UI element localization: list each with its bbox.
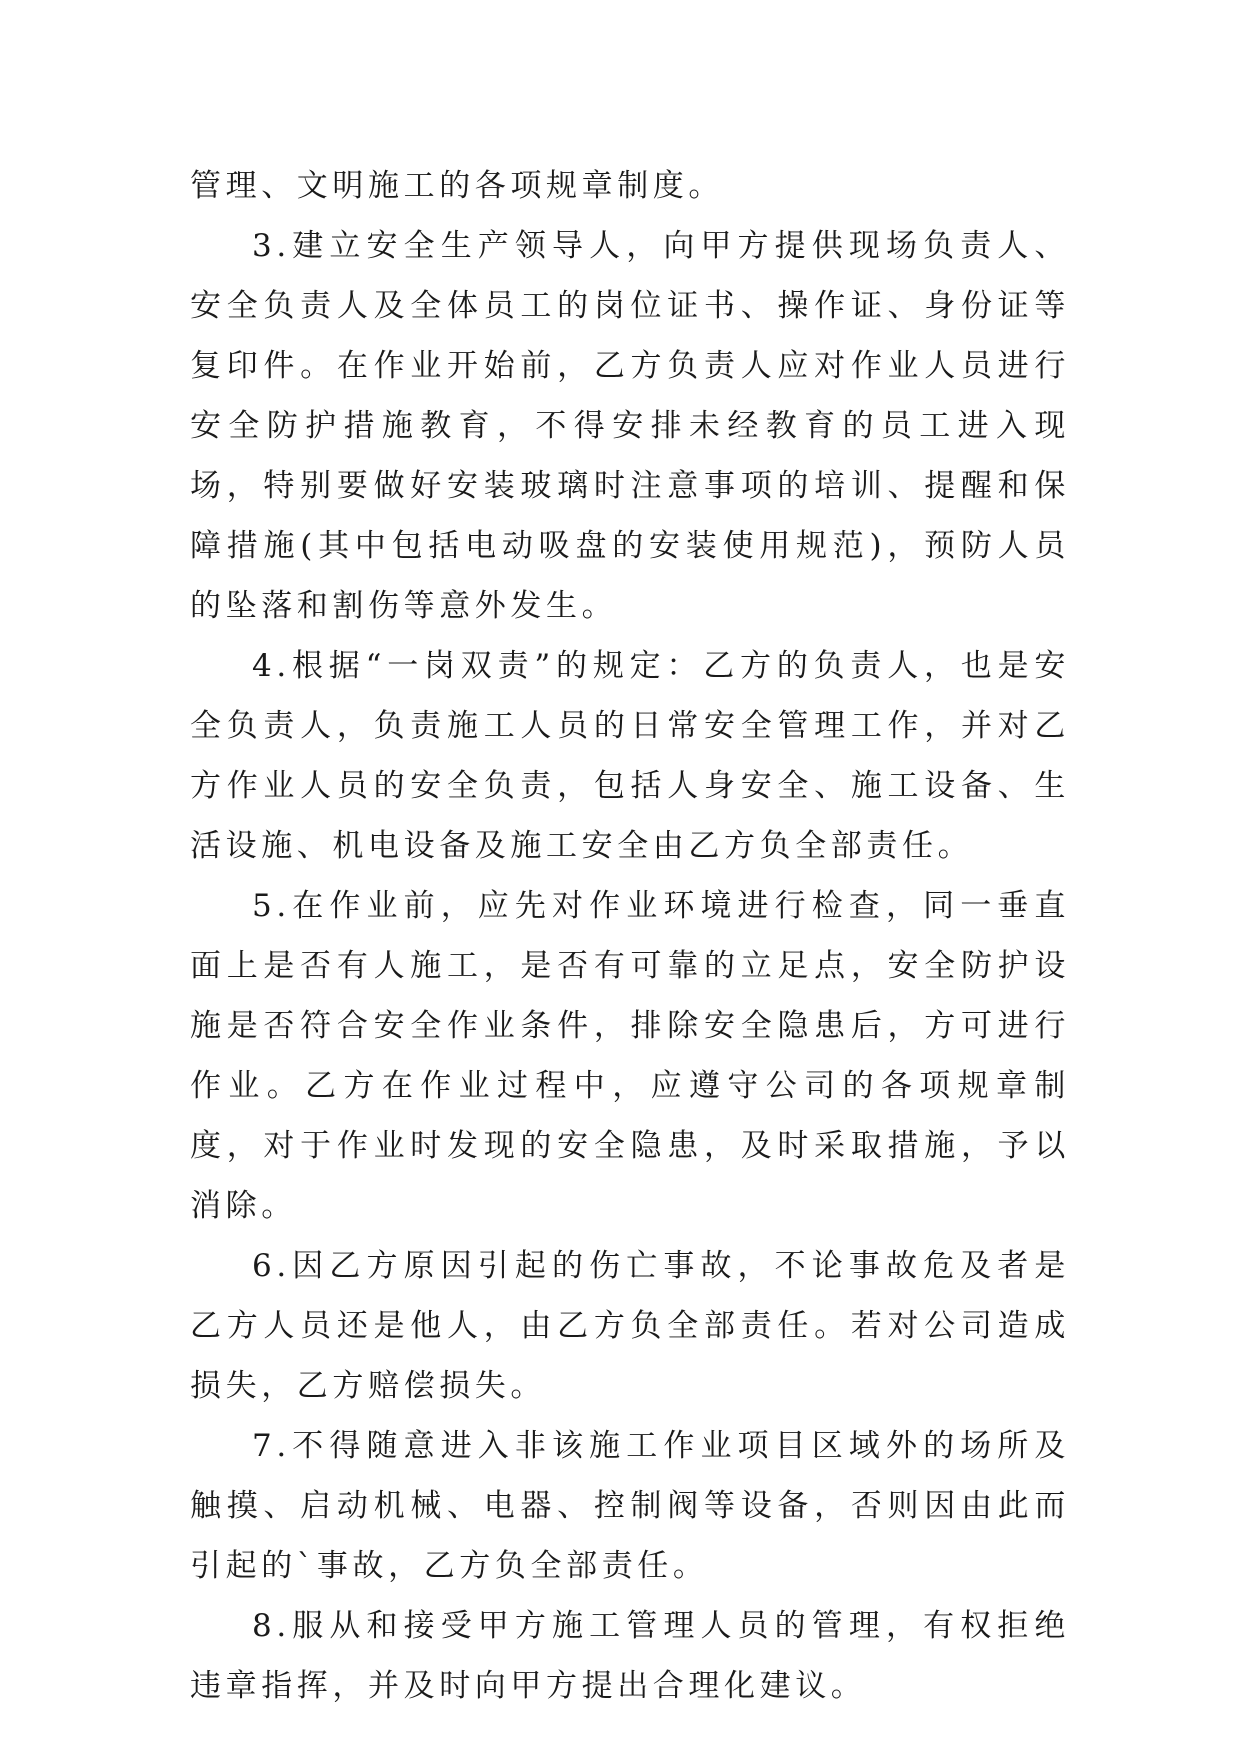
paragraph-item-3: 3.建立安全生产领导人，向甲方提供现场负责人、安全负责人及全体员工的岗位证书、操作证、身份证等复印件。在作业开始前，乙方负责人应对作业人员进行安全防护措施教育，不得安排未经教育的员工进入现场，特别要做好安装玻璃时注意事项的培训、提醒和保障措施(其中包括电动吸盘的安装使用规范)，预防人员的坠落和割伤等意外发生。: [190, 228, 1070, 624]
paragraph-item-7: 7.不得随意进入非该施工作业项目区域外的场所及触摸、启动机械、电器、控制阀等设备，否则因由此而引起的`事故，乙方负全部责任。: [190, 1428, 1070, 1584]
paragraph-continuation: 管理、文明施工的各项规章制度。: [190, 168, 724, 204]
paragraph-item-4: 4.根据“一岗双责”的规定：乙方的负责人，也是安全负责人，负责施工人员的日常安全管理工作，并对乙方作业人员的安全负责，包括人身安全、施工设备、生活设施、机电设备及施工安全由乙方负全部责任。: [190, 648, 1070, 864]
paragraph-item-8: 8.服从和接受甲方施工管理人员的管理，有权拒绝违章指挥，并及时向甲方提出合理化建议。: [190, 1608, 1070, 1704]
paragraph-item-5: 5.在作业前，应先对作业环境进行检查，同一垂直面上是否有人施工，是否有可靠的立足点，安全防护设施是否符合安全作业条件，排除安全隐患后，方可进行作业。乙方在作业过程中，应遵守公司的各项规章制度，对于作业时发现的安全隐患，及时采取措施，予以消除。: [190, 888, 1070, 1224]
paragraph-item-6: 6.因乙方原因引起的伤亡事故，不论事故危及者是乙方人员还是他人，由乙方负全部责任。若对公司造成损失，乙方赔偿损失。: [190, 1248, 1070, 1404]
document-body: [190, 156, 1070, 1716]
